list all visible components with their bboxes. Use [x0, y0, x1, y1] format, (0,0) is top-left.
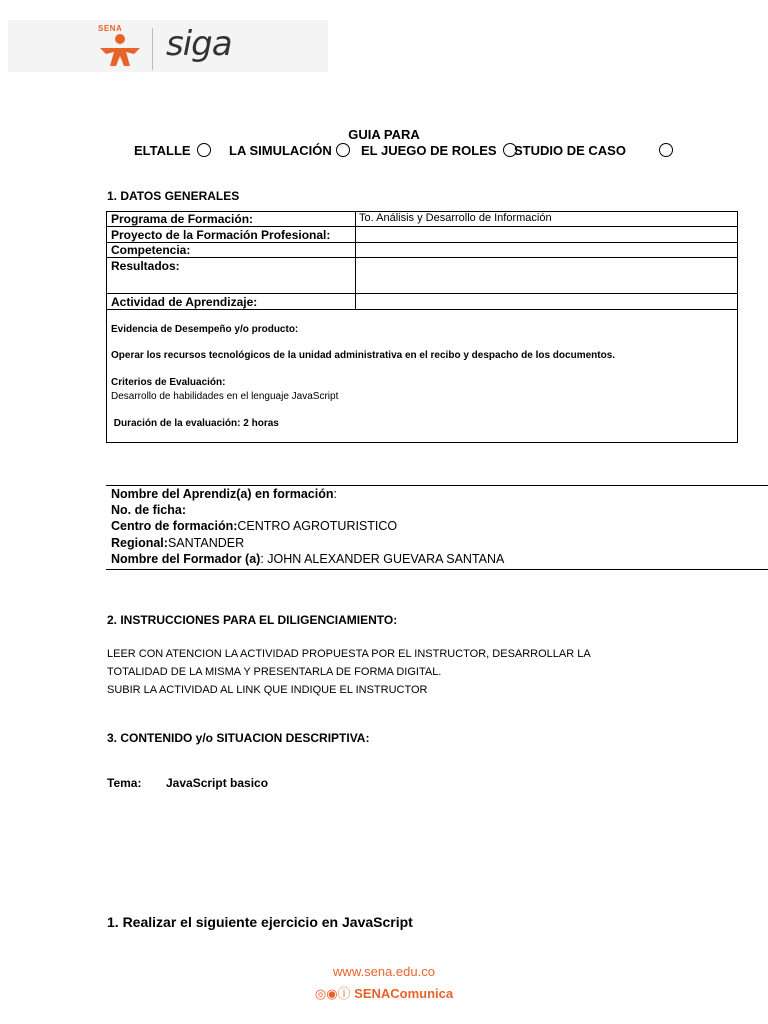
table-divider — [106, 293, 738, 294]
sena-brand-text: SENA — [98, 24, 123, 33]
tema-value: JavaScript basico — [166, 776, 269, 790]
actividad-label: Actividad de Aprendizaje: — [111, 295, 258, 309]
regional-label: Regional: — [111, 536, 168, 550]
form-top-rule — [106, 485, 768, 486]
criterios-label: Criterios de Evaluación: — [111, 377, 226, 388]
resultados-label: Resultados: — [111, 259, 180, 273]
instruction-line: LEER CON ATENCION LA ACTIVIDAD PROPUESTA POR EL INSTRUCTOR, DESARROLLAR LA — [107, 648, 591, 660]
formador-value: : JOHN ALEXANDER GUEVARA SANTANA — [260, 552, 505, 566]
tema-label: Tema: — [107, 776, 142, 790]
option-estudio-caso-radio[interactable] — [659, 143, 673, 157]
aprendiz-field — [111, 487, 337, 501]
table-column-divider — [355, 211, 356, 309]
document-title: GUIA PARA — [348, 127, 420, 142]
sena-logo-icon — [96, 30, 144, 72]
instruction-line: TOTALIDAD DE LA MISMA Y PRESENTARLA DE FORMA DIGITAL. — [107, 666, 442, 678]
instruction-line: SUBIR LA ACTIVIDAD AL LINK QUE INDIQUE EL INSTRUCTOR — [107, 684, 428, 696]
exercise-heading: 1. Realizar el siguiente ejercicio en JavaScript — [107, 914, 413, 930]
formador-field — [111, 552, 504, 566]
option-estudio-caso-label: STUDIO DE CASO — [514, 143, 626, 158]
section1-heading: 1. DATOS GENERALES — [107, 189, 240, 203]
centro-label: Centro de formación: — [111, 519, 238, 533]
aprendiz-colon: : — [333, 487, 337, 501]
social-icons: ◎◉ⓘ — [314, 986, 355, 1001]
programa-value: To. Análisis y Desarrollo de Información — [359, 212, 552, 224]
option-taller-radio[interactable] — [197, 143, 211, 157]
option-simulacion-radio[interactable] — [336, 143, 350, 157]
evidencia-label: Evidencia de Desempeño y/o producto: — [111, 324, 299, 335]
section2-heading: 2. INSTRUCCIONES PARA EL DILIGENCIAMIENTO: — [107, 613, 398, 627]
centro-value: CENTRO AGROTURISTICO — [237, 519, 398, 533]
footer-social — [0, 983, 768, 1002]
form-bottom-rule — [106, 569, 768, 570]
footer-social-text[interactable]: SENAComunica — [354, 986, 454, 1001]
duracion-text: Duración de la evaluación: 2 horas — [111, 418, 279, 429]
table-divider — [106, 242, 738, 243]
proyecto-label: Proyecto de la Formación Profesional: — [111, 228, 331, 242]
table-divider — [106, 309, 738, 310]
competencia-label: Competencia: — [111, 243, 191, 257]
footer-url[interactable]: www.sena.edu.co — [333, 964, 435, 979]
option-taller-label: ELTALLE — [134, 143, 191, 158]
instructions-block — [107, 645, 727, 699]
section3-heading: 3. CONTENIDO y/o SITUACION DESCRIPTIVA: — [107, 731, 370, 745]
table-divider — [106, 226, 738, 227]
programa-label: Programa de Formación: — [111, 212, 254, 226]
formador-label: Nombre del Formador (a) — [111, 552, 261, 566]
logo-divider — [152, 28, 153, 70]
ficha-label: No. de ficha: — [111, 503, 187, 517]
option-simulacion-label: LA SIMULACIÓN — [229, 143, 332, 158]
regional-value: SANTANDER — [167, 536, 245, 550]
centro-field — [111, 519, 397, 533]
evidencia-text: Operar los recursos tecnológicos de la unidad administrativa en el recibo y despacho de los documentos. — [111, 350, 616, 361]
aprendiz-label: Nombre del Aprendiz(a) en formación — [111, 487, 334, 501]
criterios-text: Desarrollo de habilidades en el lenguaje JavaScript — [111, 391, 339, 402]
regional-field — [111, 536, 244, 550]
option-juego-roles-label: EL JUEGO DE ROLES — [361, 143, 497, 158]
siga-brand-text: siga — [166, 24, 232, 64]
table-divider — [106, 257, 738, 258]
